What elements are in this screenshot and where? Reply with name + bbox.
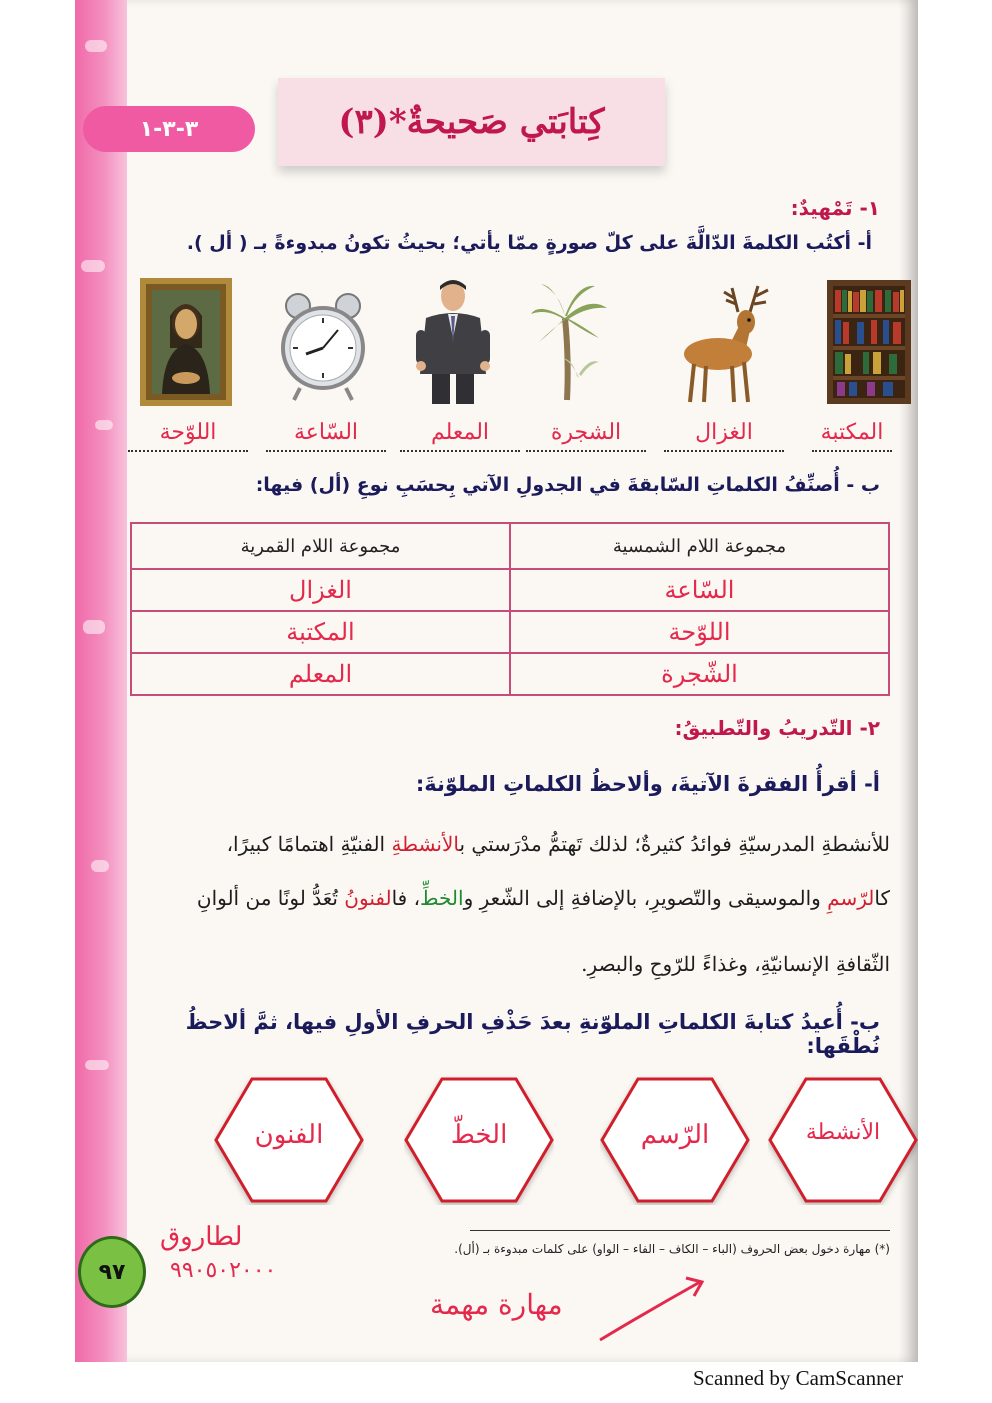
section2-label: ٢- التّدريبُ والتّطبيقُ: [674,716,880,740]
question-1a: أ- أكتُب الكلمةَ الدّالَّةَ على كلّ صورةٍ ممّا يأتي؛ بحيثُ تكونُ مبدوءةً بـ ( أل ). [186,232,872,254]
question-2a: أ- أقرأُ الفقرةَ الآتيةَ، وألاحظُ الكلماتِ الملوّنةَ: [415,772,880,796]
deer-icon [676,278,776,406]
decor-dot [85,40,107,52]
page-title: كِتابَتي صَحيحةٌ*(٣) [338,102,605,142]
answer-palm-tree[interactable]: الشجرة [526,418,646,452]
text: كا [874,886,890,910]
table-cell[interactable]: الغزال [131,569,510,611]
page-number: ٩٧ [78,1236,146,1308]
hexagon-answer[interactable]: الأنشطة [805,1120,881,1145]
section1-label: ١- تَمْهيدٌ: [790,196,880,220]
text: تُعَدُّ لونًا من ألوانِ [196,886,345,910]
bookcase-icon [823,278,915,406]
scanner-watermark: Scanned by CamScanner [693,1366,903,1390]
answer-painting[interactable]: اللوّحة [128,418,248,452]
painting-icon [140,278,232,406]
text: والموسيقى والتّصويرِ، بالإضافةِ إلى الشّعرِ و [463,886,828,910]
text: الفنيّةِ اهتمامًا كبيرًا، [226,832,392,856]
answer-deer[interactable]: الغزال [664,418,784,452]
answer-bookcase[interactable]: المكتبة [812,418,892,452]
text: للأنشطةِ المدرسيّةِ فوائدُ كثيرةٌ؛ لذلك تَهتمُّ مدْرَستي ب [459,832,890,856]
table-cell[interactable]: السّاعة [510,569,889,611]
handwritten-note: مهارة مهمة [430,1288,563,1321]
footnote-divider [470,1230,890,1231]
highlight-word: لرّسمِ [827,886,875,910]
hexagon-answer[interactable]: الفنون [254,1120,324,1150]
answer-teacher[interactable]: المعلم [400,418,520,452]
table-row [131,569,889,611]
highlight-word: لفنونُ [344,886,392,910]
header-sun-letters: مجموعة اللام الشمسية [510,523,889,569]
hexagon-answer[interactable]: الخطّ [450,1120,508,1150]
classification-table [130,522,890,696]
header-moon-letters: مجموعة اللام القمرية [131,523,510,569]
decor-dot [81,260,105,272]
title-box [278,78,665,166]
decor-dot [83,620,105,634]
text: ، فا [391,886,421,910]
handwritten-number: ٩٩٠٥٠٢٠٠٠ [170,1258,277,1283]
footnote: (*) مهارة دخول بعض الحروف (الباء – الكاف – الفاء – الواو) على كلمات مبدوءة بـ (أل). [454,1242,890,1256]
palm-tree-icon [529,278,609,406]
table-cell[interactable]: الشّجرة [510,653,889,695]
handwritten-name: لطاروق [160,1222,243,1252]
question-2b: ب- أُعيدُ كتابةَ الكلماتِ الملوّنةِ بعدَ حَذْفِ الحرفِ الأولِ فيها، ثمَّ ألاحظُ نُطْقَها: [185,1010,880,1058]
table-cell[interactable]: المعلم [131,653,510,695]
paragraph-line-3: الثّقافةِ الإنسانيّةِ، وغذاءً للرّوحِ والبصرِ. [581,952,890,976]
highlight-word: الخطِّ [420,886,464,910]
decor-dot [85,1060,109,1070]
hexagon-answer[interactable]: الرّسم [640,1120,710,1150]
lesson-badge: ٣-٣-١ [83,106,255,152]
alarm-clock-icon [278,278,368,406]
table-cell[interactable]: اللوّحة [510,611,889,653]
paragraph-line-1 [130,832,890,856]
highlight-word: الأنشطةِ [391,832,460,856]
decorative-side-strip [75,0,127,1362]
question-1b: ب - أُصنِّفُ الكلماتِ السّابقةَ في الجدولِ الآتي بِحسَبِ نوعِ (أل) فيها: [255,474,880,496]
table-header-row [131,523,889,569]
paragraph-line-2 [130,886,890,910]
table-cell[interactable]: المكتبة [131,611,510,653]
decor-dot [91,860,109,872]
decor-dot [95,420,113,430]
table-row [131,611,889,653]
table-row [131,653,889,695]
answer-clock[interactable]: السّاعة [266,418,386,452]
arrow-icon [590,1270,710,1350]
teacher-icon [410,278,496,406]
